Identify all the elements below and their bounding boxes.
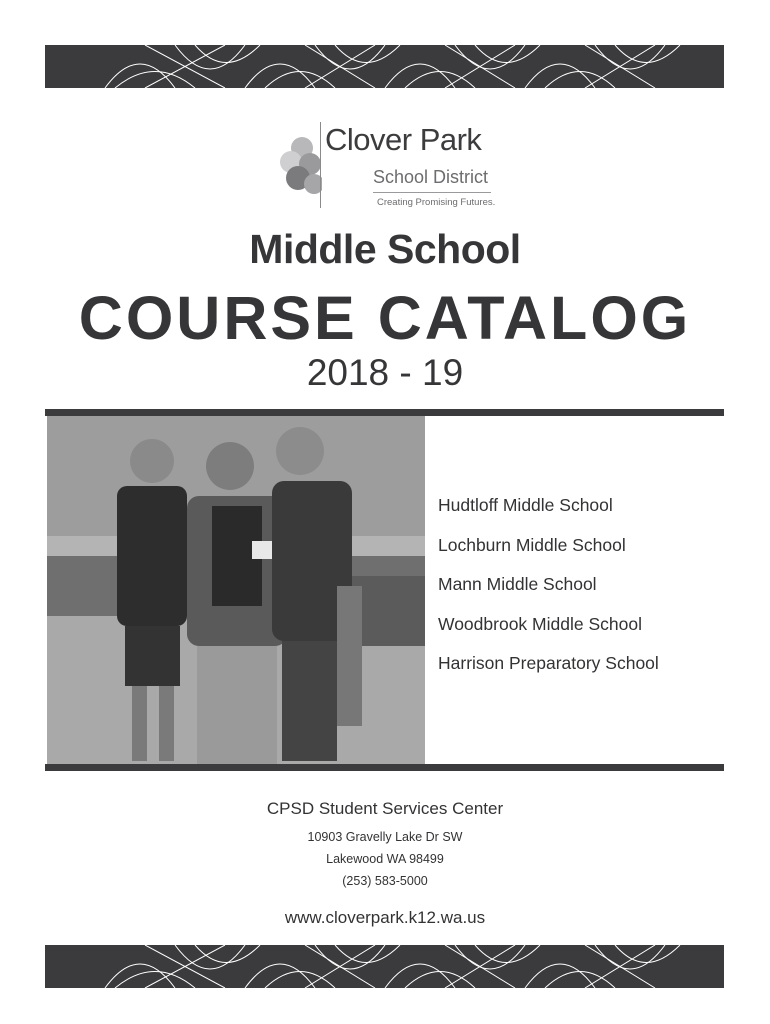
school-item: Mann Middle School [438,574,597,594]
school-list [438,495,728,693]
contact-heading: CPSD Student Services Center [266,799,504,818]
contact-address-line1: 10903 Gravelly Lake Dr SW [307,830,463,844]
logo-name: Clover Park [325,122,482,157]
website-link[interactable]: www.cloverpark.k12.wa.us [284,908,486,927]
title-course-catalog: COURSE CATALOG [78,284,692,352]
contact-phone: (253) 583-5000 [342,874,428,888]
students-photo-illustration [47,416,425,764]
school-item: Lochburn Middle School [438,534,626,555]
school-item: Hudtloff Middle School [438,495,613,515]
logo-subtitle: School District [373,167,489,187]
top-rule [45,409,724,416]
title-middle-school: Middle School [249,226,521,272]
contact-address-line2: Lakewood WA 98499 [326,852,444,866]
students-photo [47,416,425,764]
logo-tagline: Creating Promising Futures. [377,197,496,208]
school-item: Harrison Preparatory School [438,653,659,673]
band-pattern [45,945,724,988]
logo-divider [320,122,321,208]
clover-logo-icon [280,130,322,210]
top-decorative-band [45,45,724,88]
school-item: Woodbrook Middle School [438,613,642,634]
clover-park-logo [280,118,500,214]
bottom-decorative-band [45,945,724,988]
bottom-rule [45,764,724,771]
logo-underline [373,192,491,193]
band-pattern [45,45,724,88]
title-year: 2018 - 19 [306,352,464,393]
